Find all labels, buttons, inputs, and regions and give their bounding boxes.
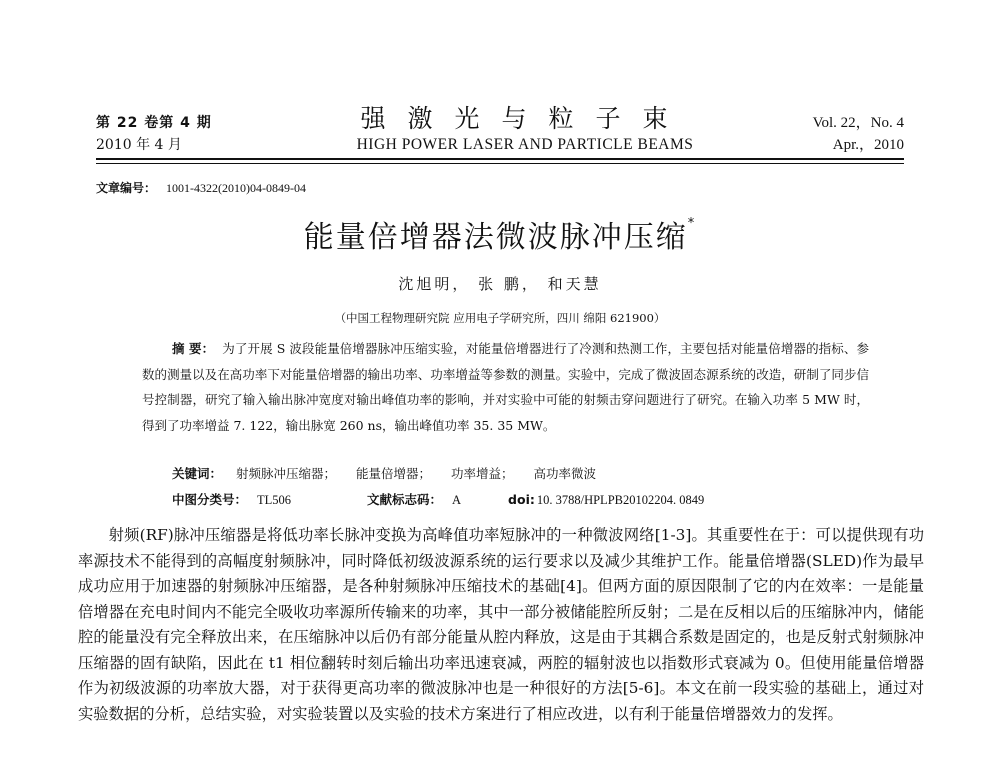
date-cn: 2010 年 4 月 [96, 137, 182, 153]
keyword-item: 高功率微波 [533, 466, 597, 481]
header-rule-thin [96, 163, 904, 164]
volume-issue-cn: 第 22 卷第 4 期 [96, 115, 212, 131]
header-right [813, 112, 904, 156]
doi-value: 10. 3788/HPLPB20102204. 0849 [536, 493, 705, 507]
doi-label: doi: [508, 492, 535, 507]
document-code-label: 文献标志码： [367, 492, 443, 507]
date-en: Apr.，2010 [832, 137, 904, 153]
article-number [96, 179, 306, 196]
body-paragraph: 射频(RF)脉冲压缩器是将低功率长脉冲变换为高峰值功率短脉冲的一种微波网络[1-3]。其重要性在于：可以提供现有功率源技术不能得到的高幅度射频脉冲，同时降低初级波源系统的运行要求以及减少其维护工作。能量倍增器(SLED)作为最早成功应用于加速器的射频脉冲压缩器，是各种射频脉冲压缩技术的基础[4]。但两方面的原因限制了它的内在效率：一是能量倍增器在充电时间内不能完全吸收功率源所传输来的功率，其中一部分被储能腔所反射；二是在反相以后的压缩脉冲内，储能腔的能量没有完全释放出来，在压缩脉冲以后仍有部分能量从腔内释放，这是由于其耦合系数是固定的，也是反射式射频脉冲压缩器的固有缺陷，因此在 t1 相位翻转时刻后输出功率迅速衰减，两腔的辐射波也以指数形式衰减为 0。但使用能量倍增器作为初级波源的功率放大器，对于获得更高功率的微波脉冲也是一种很好的方法[5-6]。本文在前一段实验的基础上，通过对实验数据的分析，总结实验，对实验装置以及实验的技术方案进行了相应改进，以有利于能量倍增器效力的发挥。 [78, 526, 924, 723]
article-number-label: 文章编号： [96, 181, 157, 195]
keyword-item: 功率增益； [451, 466, 514, 481]
paper-title-text: 能量倍增器法微波脉冲压缩 [303, 220, 688, 255]
paper-title [0, 212, 1000, 256]
article-number-value: 1001-4322(2010)04-0849-04 [166, 181, 306, 195]
authors: 沈旭明， 张 鹏， 和天慧 [398, 275, 602, 293]
title-footnote-mark: * [687, 216, 697, 231]
abstract [142, 336, 869, 438]
classification-label: 中图分类号： [172, 492, 248, 507]
keyword-item: 能量倍增器； [356, 466, 432, 481]
header-rule-thick [96, 158, 904, 160]
keywords [172, 464, 612, 482]
classification-value: TL506 [257, 493, 292, 507]
header-center [290, 104, 760, 156]
volume-issue-en: Vol. 22，No. 4 [812, 115, 904, 131]
document-code-value: A [452, 493, 462, 507]
keywords-label: 关键词： [172, 466, 223, 481]
classification-line [172, 490, 892, 508]
abstract-text: 为了开展 S 波段能量倍增器脉冲压缩实验，对能量倍增器进行了冷测和热测工作，主要包括对能量倍增器的指标、参数的测量以及在高功率下对能量倍增器的输出功率、功率增益等参数的测量。实验中，完成了微波固态源系统的改造，研制了同步信号控制器，研究了输入输出脉冲宽度对输出峰值功率的影响，并对实验中可能的射频击穿问题进行了研究。在输入功率 5 MW 时，得到了功率增益 7. 122，输出脉宽 260 ns，输出峰值功率 35. 35 MW。 [142, 341, 869, 433]
keyword-item: 射频脉冲压缩器； [236, 466, 337, 481]
header-left [96, 112, 212, 156]
affiliation: （中国工程物理研究院 应用电子学研究所，四川 绵阳 621900） [334, 311, 666, 325]
journal-name-cn: 强激光与粒子束 [360, 104, 690, 133]
body-text [78, 523, 924, 727]
abstract-label: 摘 要： [172, 341, 215, 356]
journal-name-en: HIGH POWER LASER AND PARTICLE BEAMS [356, 136, 694, 153]
